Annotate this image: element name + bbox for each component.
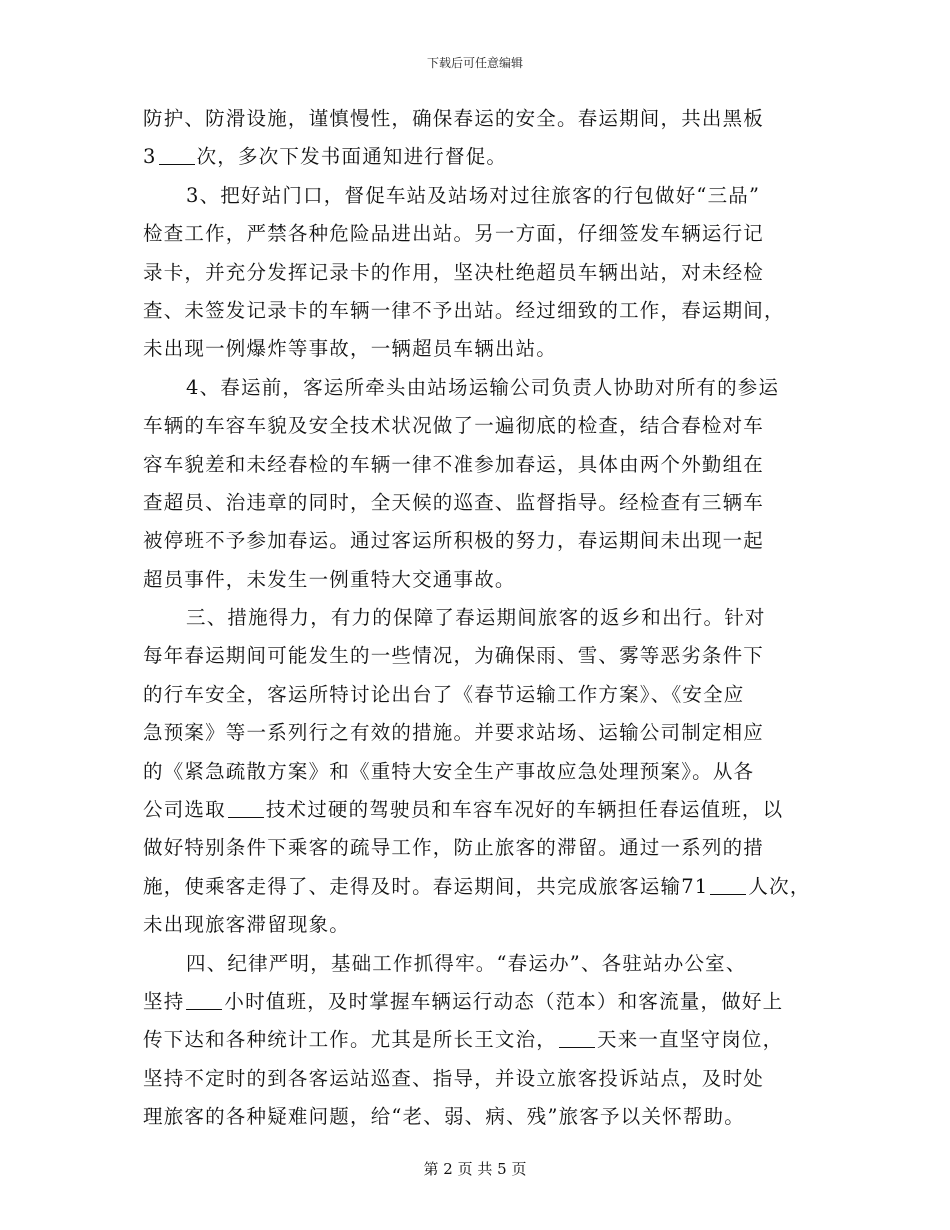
text-line: 3 次，多次下发书面通知进行督促。 [143, 145, 508, 169]
text-line: 的行车安全，客运所特讨论出台了《春节运输工作方案》、《安全应 [143, 682, 745, 706]
fill-blank [159, 146, 195, 165]
text-line: 查超员、治违章的同时，全天候的巡查、监督指导。经检查有三辆车 [143, 490, 765, 514]
text-line: 录卡，并充分发挥记录卡的作用，坚决杜绝超员车辆出站，对未经检 [143, 260, 765, 284]
page-header: 下载后可任意编辑 [426, 56, 523, 70]
text-line: 三、措施得力，有力的保障了春运期间旅客的返乡和出行。针对 [186, 606, 766, 630]
paragraph [143, 369, 823, 599]
text-line: 检查工作，严禁各种危险品进出站。另一方面，仔细签发车辆运行记 [143, 222, 765, 246]
text-line: 急预案》等一系列行之有效的措施。并要求站场、运输公司制定相应 [143, 721, 765, 745]
text-line: 传下达和各种统计工作。尤其是所长王文治， 天来一直坚守岗位， [143, 1028, 784, 1052]
text-line: 未出现一例爆炸等事故，一辆超员车辆出站。 [143, 337, 558, 361]
text-line: 被停班不予参加春运。通过客运所积极的努力，春运期间未出现一起 [143, 529, 765, 553]
fill-blank [559, 1029, 595, 1048]
text-line: 查、未签发记录卡的车辆一律不予出站。经过细致的工作，春运期间， [143, 298, 785, 322]
text-line: 施，使乘客走得了、走得及时。春运期间，共完成旅客运输71 人次， [143, 874, 811, 898]
text-line: 做好特别条件下乘客的疏导工作，防止旅客的滞留。通过一系列的措 [143, 836, 765, 860]
text-line: 每年春运期间可能发生的一些情况，为确保雨、雪、雾等恶劣条件下 [143, 644, 765, 668]
text-line: 理旅客的各种疑难问题，给“老、弱、病、残”旅客予以关怀帮助。 [143, 1105, 745, 1129]
text-line: 容车貌差和未经春检的车辆一律不准参加春运，具体由两个外勤组在 [143, 452, 765, 476]
fill-blank [228, 799, 264, 818]
text-line: 四、纪律严明，基础工作抓得牢。“春运办”、各驻站办公室、 [186, 951, 747, 975]
paragraph [143, 177, 823, 369]
page-footer: 第 2 页 共 5 页 [423, 1160, 527, 1178]
text-line: 坚持不定时的到各客运站巡查、指导，并设立旅客投诉站点，及时处 [143, 1066, 765, 1090]
text-line: 防护、防滑设施，谨慎慢性，确保春运的安全。春运期间，共出黑板 [143, 107, 765, 130]
paragraph [143, 945, 823, 1137]
text-line: 超员事件，未发生一例重特大交通事故。 [143, 567, 516, 591]
text-line: 3、把好站门口，督促车站及站场对过往旅客的行包做好“三品” [186, 183, 761, 207]
fill-blank [186, 991, 222, 1010]
text-line: 坚持 小时值班，及时掌握车辆运行动态（范本）和客流量，做好上 [143, 989, 784, 1013]
text-line: 未出现旅客滞留现象。 [143, 913, 351, 937]
text-line: 4、春运前，客运所牵头由站场运输公司负责人协助对所有的参运 [186, 375, 780, 399]
paragraph [143, 100, 823, 177]
text-line: 公司选取 技术过硬的驾驶员和车容车况好的车辆担任春运值班，以 [143, 798, 784, 822]
text-line: 车辆的车容车貌及安全技术状况做了一遍彻底的检查，结合春检对车 [143, 414, 765, 438]
paragraph [143, 599, 823, 945]
fill-blank [710, 876, 746, 895]
text-line: 的《紧急疏散方案》和《重特大安全生产事故应急处理预案》。从各 [143, 759, 755, 783]
document-body [143, 100, 823, 1137]
